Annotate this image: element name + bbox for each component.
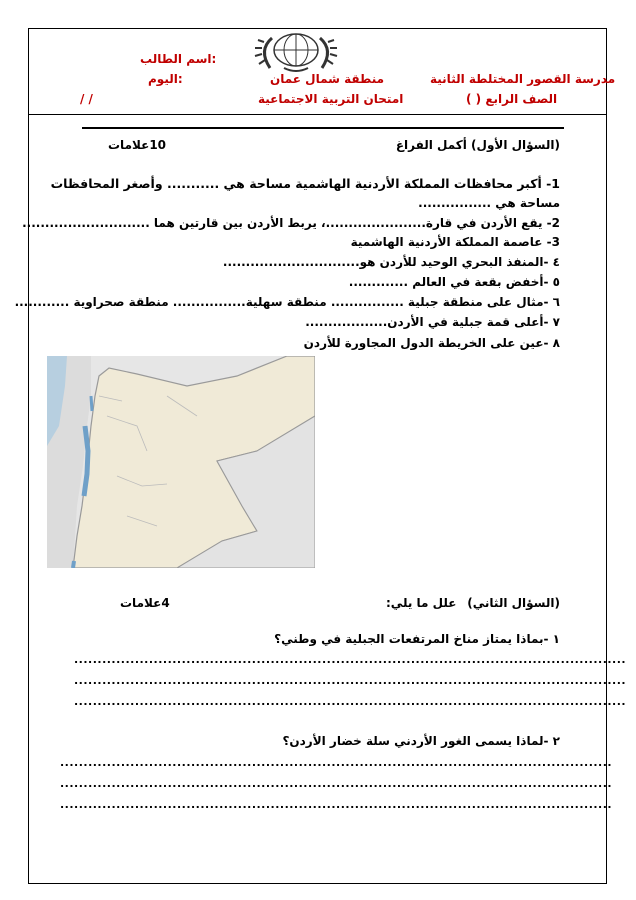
- school-name: مدرسة القصور المختلطة الثانية: [430, 72, 616, 86]
- exam-title: امتحان التربية الاجتماعية: [258, 92, 404, 106]
- q1-item-6: ٦ -مثال على منطقة جبلية ................ منطقة سهلية................ منطقة صحراوية ............: [14, 295, 560, 309]
- question2-title: (السؤال الثاني): [467, 596, 560, 610]
- q1-item-1-cont: مساحة هي ................: [418, 196, 560, 210]
- un-emblem-logo: [244, 32, 348, 74]
- q1-item-3: 3- عاصمة المملكة الأردنية الهاشمية: [350, 235, 560, 249]
- question2-instruction: علل ما يلي:: [386, 596, 457, 610]
- date-slashes: / /: [80, 92, 93, 106]
- answer-line: ......................................................................................................................: [60, 777, 613, 790]
- answer-line: ......................................................................................................................: [74, 695, 627, 708]
- answer-line: ......................................................................................................................: [74, 674, 627, 687]
- day-label: اليوم:: [148, 72, 183, 86]
- q2-item-2: ٢ -لماذا يسمى الغور الأردني سلة خضار الأردن؟: [282, 734, 560, 748]
- grade-label: الصف الرابع ( ): [466, 92, 558, 106]
- answer-line: ......................................................................................................................: [74, 653, 627, 666]
- student-name-label: اسم الطالب:: [140, 52, 217, 66]
- q1-item-5: ٥ -أخفض بقعة في العالم .............: [348, 275, 560, 289]
- question1-title: (السؤال الأول) أكمل الفراغ: [395, 138, 560, 152]
- answer-line: ......................................................................................................................: [60, 756, 613, 769]
- question1-marks: 10علامات: [108, 138, 167, 152]
- header-divider: [28, 114, 607, 115]
- q1-item-2: 2- يقع الأردن في قارة......................، يربط الأردن بين قارتين هما ............................: [22, 216, 560, 230]
- q2-item-1: ١ -بماذا يمتاز مناخ المرتفعات الجبلية في وطني؟: [274, 632, 560, 646]
- answer-line: ......................................................................................................................: [60, 798, 613, 811]
- region-name: منطقة شمال عمان: [270, 72, 385, 86]
- q1-item-1: 1- أكبر محافظات المملكة الأردنية الهاشمية مساحة هي ........... وأصغر المحافظات: [50, 176, 560, 191]
- q1-item-8: ٨ -عين على الخريطة الدول المجاورة للأردن: [303, 336, 560, 350]
- q1-item-4: ٤ -المنفذ البحري الوحيد للأردن هو..............................: [222, 255, 560, 269]
- jordan-map: [47, 356, 315, 568]
- question1-divider: [82, 127, 564, 129]
- question2-marks: 4علامات: [120, 596, 170, 610]
- q1-item-7: ٧ -أعلى قمة جبلية في الأردن..................: [305, 315, 560, 329]
